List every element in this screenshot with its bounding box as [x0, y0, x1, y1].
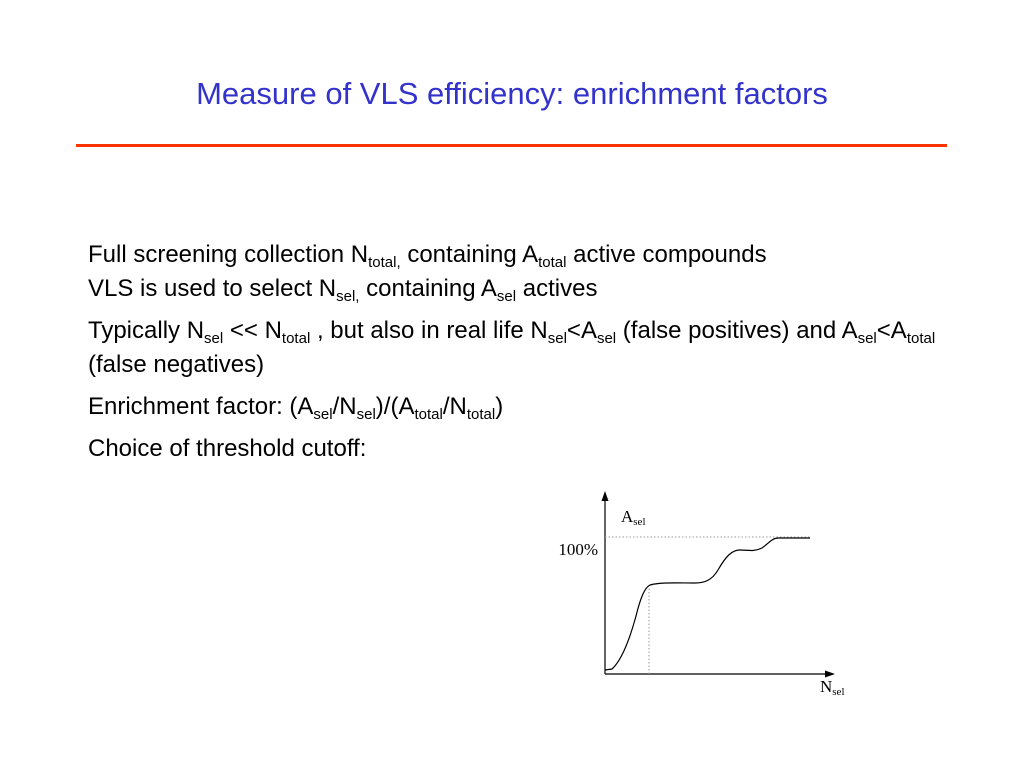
- enrichment-curve-graph: [530, 488, 870, 708]
- paragraph-collection: [88, 238, 948, 306]
- line-full-collection: Full screening collection $N_{total,}$ containing $A_{total}$ active compounds: [88, 241, 767, 271]
- enrichment-curve: [605, 538, 810, 670]
- paragraph-typically: Typically $N_{sel} << N_{total}$ , but also in real life $N_{sel}<A_{sel}$ (false positives) and $A_{sel}<A_{total}$ (false negatives): [88, 317, 936, 378]
- full-recovery-label: 100%: [558, 540, 598, 559]
- y-axis-label: Asel: [621, 507, 646, 528]
- paragraph-threshold: Choice of threshold cutoff:: [88, 435, 367, 462]
- x-axis-label: Nsel: [820, 677, 845, 698]
- slide-body: [88, 238, 948, 474]
- title-underline: [76, 144, 947, 147]
- line-vls-select: VLS is used to select $N_{sel,}$ containing $A_{sel}$ actives: [88, 275, 598, 305]
- y-axis-arrow: [602, 491, 609, 501]
- paragraph-enrichment-factor: Enrichment factor: $(A_{sel}/N_{sel})/(A_{total}/N_{total})$: [88, 393, 504, 423]
- slide-title: Measure of VLS efficiency: enrichment factors: [196, 76, 828, 111]
